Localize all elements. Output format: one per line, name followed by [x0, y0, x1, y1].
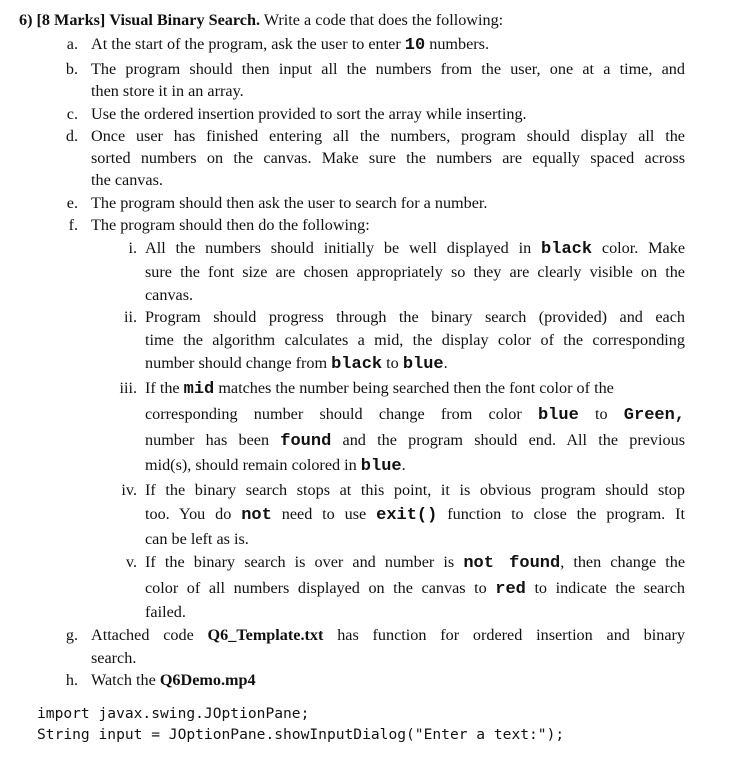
code-line-1: import javax.swing.JOptionPane; [37, 705, 310, 722]
item-a-text: At the start of the program, ask the user to enter [91, 35, 401, 53]
subitem-iv-text-end: function to close the program. It [447, 505, 686, 523]
subitem-iii-text-end: matches the number being searched then the font color of the [218, 379, 614, 397]
keyword-blue: blue [402, 355, 444, 374]
subitem-iv-line2 [145, 504, 685, 526]
subitem-iv-text: too. You do [145, 505, 232, 523]
subitem-ii-text: number should change from [145, 354, 328, 372]
item-d-marker: d. [65, 127, 78, 145]
subitem-iii-line1 [145, 378, 614, 400]
question-heading [19, 10, 503, 30]
item-g-text-end: has function for ordered insertion and binary [337, 626, 686, 644]
item-d-line2: sorted numbers on the canvas. Make sure the numbers are equally spaced across [91, 149, 685, 167]
subitem-v-text: If the binary search is over and number is [145, 553, 455, 571]
subitem-ii-line1: Program should progress through the binary search (provided) and each [145, 308, 685, 326]
item-a [91, 34, 489, 56]
keyword-black: black [331, 355, 383, 374]
subitem-ii-line3 [145, 353, 448, 375]
item-c-text: Use the ordered insertion provided to sort the array while inserting. [91, 105, 527, 123]
subitem-iii-marker: iii. [119, 379, 137, 397]
subitem-iii-line3 [145, 430, 685, 452]
item-g-line2: search. [91, 649, 137, 667]
subitem-iv-line3: can be left as is. [145, 530, 249, 548]
item-a-marker: a. [66, 35, 78, 53]
item-g-line1 [91, 625, 685, 645]
item-g-marker: g. [65, 626, 78, 644]
subitem-v-line2 [145, 578, 685, 600]
subitem-i-text-end: color. Make [601, 239, 686, 257]
subitem-iii-text2: corresponding number should change from color [145, 405, 522, 423]
subitem-iv-text-mid: need to use [281, 505, 367, 523]
subitem-iv-marker: iv. [121, 481, 137, 499]
keyword-not-found: not found [463, 554, 561, 573]
item-b-line2: then store it in an array. [91, 82, 244, 100]
question-number: 6) [19, 11, 33, 29]
subitem-ii-period: . [443, 354, 448, 372]
demo-filename: Q6Demo.mp4 [159, 671, 256, 689]
item-b-marker: b. [65, 60, 78, 78]
subitem-i-line3: canvas. [145, 286, 194, 304]
subitem-iii-text2-mid: to [595, 405, 608, 423]
subitem-iii-line2 [145, 404, 685, 426]
subitem-i-marker: i. [128, 239, 137, 257]
item-h [91, 670, 256, 690]
subitem-i-line1 [145, 238, 685, 260]
keyword-black: black [541, 240, 593, 259]
code-line-2: String input = JOptionPane.showInputDialog("Enter a text:"); [37, 726, 565, 743]
subitem-iv-line1: If the binary search stops at this point, it is obvious program should stop [145, 481, 685, 499]
subitem-i-line2: sure the font size are chosen appropriately so they are clearly visible on the [145, 263, 685, 281]
question-title: Visual Binary Search. [109, 11, 261, 29]
item-f-text: The program should then do the following: [91, 216, 370, 234]
subitem-iii-text3: number has been [145, 431, 270, 449]
keyword-red: red [495, 580, 526, 599]
item-d-line3: the canvas. [91, 171, 163, 189]
item-b-line1: The program should then input all the numbers from the user, one at a time, and [91, 60, 685, 78]
template-filename: Q6_Template.txt [207, 626, 324, 644]
subitem-iii-text3-end: and the program should end. All the previous [342, 431, 686, 449]
item-a-text-end: numbers. [429, 35, 490, 53]
item-h-text: Watch the [91, 671, 156, 689]
subitem-i-text: All the numbers should initially be well displayed in [145, 239, 532, 257]
subitem-ii-line2: time the algorithm calculates a mid, the display color of the corresponding [145, 331, 685, 349]
keyword-exit: exit() [376, 506, 438, 525]
subitem-ii-marker: ii. [123, 308, 137, 326]
keyword-blue: blue [360, 457, 402, 476]
subitem-iii-line4 [145, 455, 406, 477]
subitem-v-marker: v. [125, 553, 137, 571]
subitem-v-text2: color of all numbers displayed on the canvas to [145, 579, 487, 597]
subitem-v-line3: failed. [145, 603, 186, 621]
question-intro: Write a code that does the following: [263, 11, 504, 29]
item-h-marker: h. [65, 671, 78, 689]
keyword-green: Green, [623, 406, 686, 425]
subitem-ii-text-mid: to [386, 354, 399, 372]
item-g-text: Attached code [91, 626, 194, 644]
question-marks: [8 Marks] [36, 11, 106, 29]
item-e-text: The program should then ask the user to search for a number. [91, 194, 488, 212]
subitem-iii-text4: mid(s), should remain colored in [145, 456, 357, 474]
keyword-found: found [280, 432, 332, 451]
item-a-number: 10 [404, 36, 426, 55]
keyword-blue: blue [537, 406, 579, 425]
item-c-marker: c. [66, 105, 78, 123]
subitem-v-line1 [145, 552, 685, 574]
item-e-marker: e. [66, 194, 78, 212]
item-f-marker: f. [68, 216, 78, 234]
item-d-line1: Once user has finished entering all the numbers, program should display all the [91, 127, 685, 145]
subitem-v-text2-end: to indicate the search [534, 579, 686, 597]
subitem-iii-period: . [401, 456, 406, 474]
subitem-v-text-end: , then change the [560, 553, 686, 571]
keyword-not: not [241, 506, 272, 525]
subitem-iii-text: If the [145, 379, 180, 397]
keyword-mid: mid [183, 380, 215, 399]
